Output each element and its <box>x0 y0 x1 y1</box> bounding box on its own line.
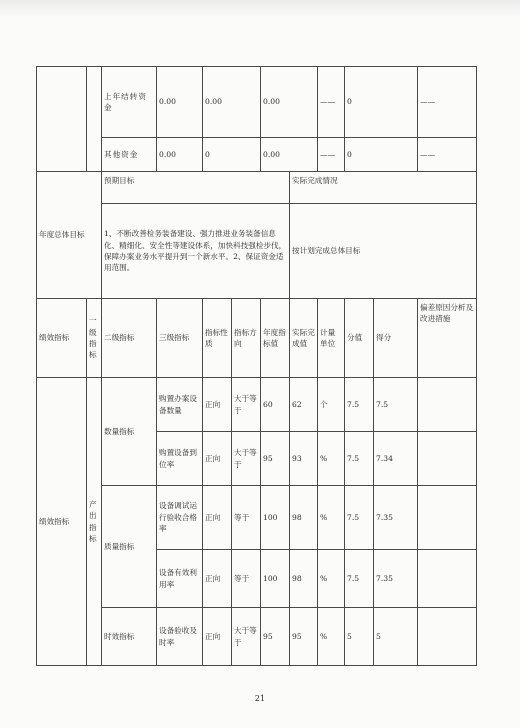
performance-table <box>36 66 477 666</box>
indicator-got: 5 <box>374 608 418 666</box>
indicator-reason <box>418 432 477 486</box>
indicator-reason <box>418 378 477 432</box>
header-level3: 三级指标 <box>157 299 203 378</box>
indicator-actual: 62 <box>290 378 318 432</box>
actual-result-text: 按计划完成总体目标 <box>290 204 477 299</box>
indicator-name: 购置办案设备数量 <box>157 378 203 432</box>
indicator-unit: % <box>318 432 345 486</box>
indicator-unit: % <box>318 550 345 608</box>
funds-value: 0 <box>203 138 261 172</box>
expected-goal-text: 1、不断改善检务装备建设、强力推进业务装备信息化、精细化、安全性等建设体系，加快科技强检步伐，保障办案业务水平提升到一个新水平。2、保证资金适用范围。 <box>102 204 290 299</box>
indicator-name: 设备调试运行验收合格率 <box>157 486 203 550</box>
scan-shadow <box>0 0 520 18</box>
header-target: 年度指标值 <box>261 299 290 378</box>
header-unit: 计量单位 <box>318 299 345 378</box>
funds-value: 0.00 <box>157 67 203 138</box>
funds-value: —— <box>318 138 345 172</box>
indicator-direction: 等于 <box>232 486 261 550</box>
indicator-got: 7.35 <box>374 486 418 550</box>
indicator-target: 95 <box>261 432 290 486</box>
funds-value: —— <box>418 67 477 138</box>
annual-goal-header-row <box>37 172 477 204</box>
indicator-actual: 95 <box>290 608 318 666</box>
funds-value: —— <box>318 67 345 138</box>
funds-value: 0.00 <box>261 67 318 138</box>
body-indicator-label: 绩效指标 <box>37 378 87 666</box>
indicator-target: 60 <box>261 378 290 432</box>
indicator-direction: 大于等于 <box>232 608 261 666</box>
indicator-direction: 等于 <box>232 550 261 608</box>
funds-value: 0.00 <box>203 67 261 138</box>
indicator-got: 7.35 <box>374 550 418 608</box>
indicator-nature: 正向 <box>203 432 232 486</box>
indicator-header-row <box>37 299 477 378</box>
funds-row <box>37 138 477 172</box>
header-direction: 指标方向 <box>232 299 261 378</box>
indicator-unit: % <box>318 486 345 550</box>
level2-label: 数量指标 <box>102 378 157 486</box>
indicator-row <box>37 608 477 666</box>
actual-result-header: 实际完成情况 <box>290 172 477 204</box>
indicator-nature: 正向 <box>203 378 232 432</box>
funds-value: 0 <box>345 67 418 138</box>
indicator-score: 7.5 <box>345 550 374 608</box>
indicator-actual: 93 <box>290 432 318 486</box>
indicator-name: 设备有效利用率 <box>157 550 203 608</box>
header-got: 得分 <box>374 299 418 378</box>
indicator-row <box>37 486 477 550</box>
header-nature: 指标性质 <box>203 299 232 378</box>
indicator-score: 7.5 <box>345 486 374 550</box>
funds-value: 0.00 <box>157 138 203 172</box>
indicator-score: 7.5 <box>345 378 374 432</box>
indicator-direction: 大于等于 <box>232 432 261 486</box>
body-level1-label: 产出指标 <box>87 378 102 666</box>
funds-blank-cell <box>87 67 102 172</box>
level2-label: 质量指标 <box>102 486 157 608</box>
header-score: 分值 <box>345 299 374 378</box>
indicator-nature: 正向 <box>203 608 232 666</box>
header-indicator: 绩效指标 <box>37 299 87 378</box>
indicator-reason <box>418 550 477 608</box>
header-reason: 偏差原因分析及改进措施 <box>418 299 477 378</box>
header-level2: 二级指标 <box>102 299 157 378</box>
indicator-actual: 98 <box>290 486 318 550</box>
level2-label: 时效指标 <box>102 608 157 666</box>
expected-goal-header: 预期目标 <box>102 172 290 204</box>
funds-row <box>37 67 477 138</box>
indicator-unit: 个 <box>318 378 345 432</box>
indicator-name: 设备验收及时率 <box>157 608 203 666</box>
indicator-score: 7.5 <box>345 432 374 486</box>
funds-value: —— <box>418 138 477 172</box>
funds-value: 0.00 <box>261 138 318 172</box>
indicator-name: 购置设备到位率 <box>157 432 203 486</box>
indicator-row <box>37 378 477 432</box>
indicator-direction: 大于等于 <box>232 378 261 432</box>
indicator-target: 100 <box>261 550 290 608</box>
indicator-reason <box>418 608 477 666</box>
funds-label: 其他资金 <box>102 138 157 172</box>
header-actual: 实际完成值 <box>290 299 318 378</box>
indicator-target: 100 <box>261 486 290 550</box>
indicator-reason <box>418 486 477 550</box>
header-level1: 一级指标 <box>87 299 102 378</box>
indicator-nature: 正向 <box>203 550 232 608</box>
annual-goal-content-row <box>37 204 477 299</box>
funds-value: 0 <box>345 138 418 172</box>
indicator-score: 5 <box>345 608 374 666</box>
indicator-target: 95 <box>261 608 290 666</box>
funds-blank-cell <box>37 67 87 172</box>
indicator-nature: 正向 <box>203 486 232 550</box>
indicator-unit: % <box>318 608 345 666</box>
page-number: 21 <box>254 694 266 703</box>
indicator-got: 7.5 <box>374 378 418 432</box>
indicator-actual: 98 <box>290 550 318 608</box>
funds-label: 上年结转资金 <box>102 67 157 138</box>
indicator-got: 7.34 <box>374 432 418 486</box>
annual-goal-label: 年度总体目标 <box>37 172 102 299</box>
